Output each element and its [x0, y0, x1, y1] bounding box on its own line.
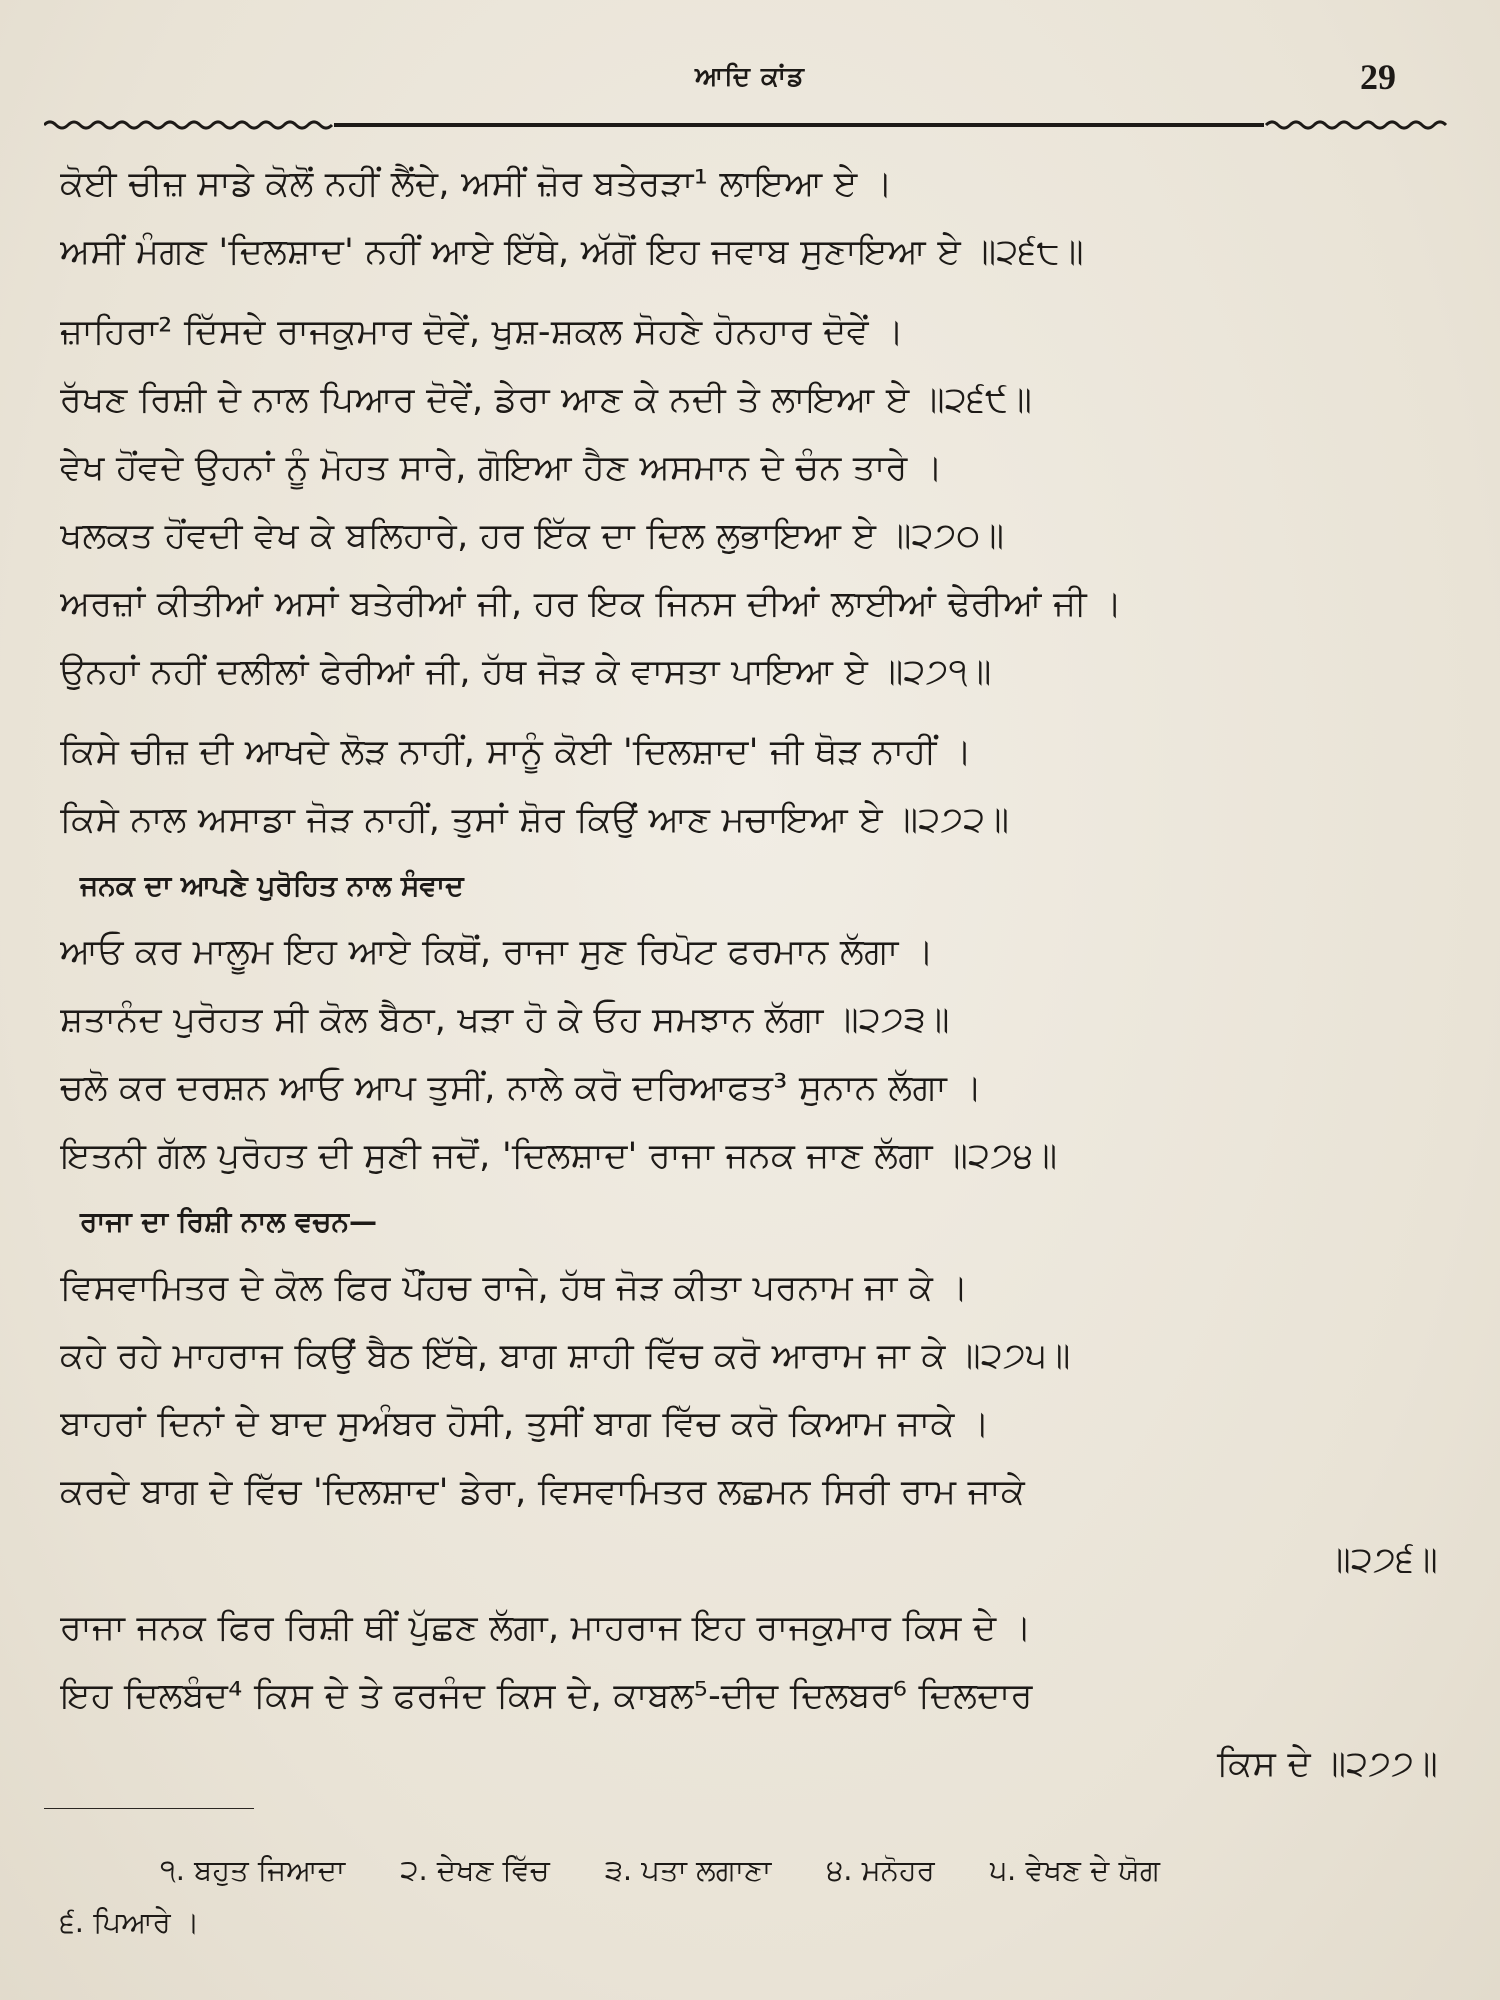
verse-line: ॥੨੭੬॥ — [1327, 1540, 1438, 1580]
footnote-rule — [44, 1808, 254, 1809]
verse-line: ਕਹੇ ਰਹੇ ਮਾਹਰਾਜ ਕਿਉਂ ਬੈਠ ਇੱਥੇ, ਬਾਗ ਸ਼ਾਹੀ ਵਿੱਚ ਕਰੋ ਆਰਾਮ ਜਾ ਕੇ ॥੨੭੫॥ — [60, 1336, 1071, 1376]
footnotes — [60, 1844, 1450, 1948]
footnote: ੬. ਪਿਆਰੇ । — [60, 1905, 200, 1939]
page-number: 29 — [1360, 57, 1396, 97]
verse-line: ਅਸੀਂ ਮੰਗਣ 'ਦਿਲਸ਼ਾਦ' ਨਹੀਂ ਆਏ ਇੱਥੇ, ਅੱਗੋਂ ਇਹ ਜਵਾਬ ਸੁਣਾਇਆ ਏ ॥੨੬੮॥ — [60, 232, 1084, 272]
verse-line: ਆਓ ਕਰ ਮਾਲੂਮ ਇਹ ਆਏ ਕਿਥੋਂ, ਰਾਜਾ ਸੁਣ ਰਿਪੋਟ ਫਰਮਾਨ ਲੱਗਾ । — [60, 932, 934, 972]
section-heading: ਜਨਕ ਦਾ ਆਪਣੇ ਪੁਰੋਹਿਤ ਨਾਲ ਸੰਵਾਦ — [80, 869, 464, 902]
footnote-row — [60, 1844, 1450, 1896]
verse-line: ਇਤਨੀ ਗੱਲ ਪੁਰੋਹਤ ਦੀ ਸੁਣੀ ਜਦੋਂ, 'ਦਿਲਸ਼ਾਦ' ਰਾਜਾ ਜਨਕ ਜਾਣ ਲੱਗਾ ॥੨੭੪॥ — [60, 1136, 1058, 1176]
verse-line: ਵੇਖ ਹੋਂਵਦੇ ਉਹਨਾਂ ਨੂੰ ਮੋਹਤ ਸਾਰੇ, ਗੋਇਆ ਹੈਣ ਅਸਮਾਨ ਦੇ ਚੰਨ ਤਾਰੇ । — [60, 448, 943, 488]
section-heading: ਰਾਜਾ ਦਾ ਰਿਸ਼ੀ ਨਾਲ ਵਚਨ— — [80, 1205, 377, 1238]
verse-line: ਕਿਸੇ ਨਾਲ ਅਸਾਡਾ ਜੋੜ ਨਾਹੀਂ, ਤੁਸਾਂ ਸ਼ੋਰ ਕਿਉਂ ਆਣ ਮਚਾਇਆ ਏ ॥੨੭੨॥ — [60, 800, 1010, 840]
footnote-row — [60, 1896, 1450, 1948]
footnote: ੧. ਬਹੁਤ ਜਿਆਦਾ — [160, 1853, 346, 1887]
verse-line: ਉਨਹਾਂ ਨਹੀਂ ਦਲੀਲਾਂ ਫੇਰੀਆਂ ਜੀ, ਹੱਥ ਜੋੜ ਕੇ ਵਾਸਤਾ ਪਾਇਆ ਏ ॥੨੭੧॥ — [60, 652, 992, 692]
verse-line: ਕਿਸੇ ਚੀਜ਼ ਦੀ ਆਖਦੇ ਲੋੜ ਨਾਹੀਂ, ਸਾਨੂੰ ਕੋਈ 'ਦਿਲਸ਼ਾਦ' ਜੀ ਥੋੜ ਨਾਹੀਂ । — [60, 732, 973, 772]
verse-line: ਰੱਖਣ ਰਿਸ਼ੀ ਦੇ ਨਾਲ ਪਿਆਰ ਦੋਵੇਂ, ਡੇਰਾ ਆਣ ਕੇ ਨਦੀ ਤੇ ਲਾਇਆ ਏ ॥੨੬੯॥ — [60, 380, 1033, 420]
verse-line: ਕੋਈ ਚੀਜ਼ ਸਾਡੇ ਕੋਲੋਂ ਨਹੀਂ ਲੈਂਦੇ, ਅਸੀਂ ਜ਼ੋਰ ਬਤੇਰੜਾ¹ ਲਾਇਆ ਏ । — [60, 164, 893, 204]
verse-line: ਖਲਕਤ ਹੋਂਵਦੀ ਵੇਖ ਕੇ ਬਲਿਹਾਰੇ, ਹਰ ਇੱਕ ਦਾ ਦਿਲ ਲੁਭਾਇਆ ਏ ॥੨੭੦॥ — [60, 516, 1005, 556]
verse-line: ਜ਼ਾਹਿਰਾ² ਦਿੱਸਦੇ ਰਾਜਕੁਮਾਰ ਦੋਵੇਂ, ਖੁਸ਼-ਸ਼ਕਲ ਸੋਹਣੇ ਹੋਨਹਾਰ ਦੋਵੇਂ । — [60, 312, 905, 352]
verse-line: ਵਿਸਵਾਮਿਤਰ ਦੇ ਕੋਲ ਫਿਰ ਪੌਂਹਚ ਰਾਜੇ, ਹੱਥ ਜੋੜ ਕੀਤਾ ਪਰਨਾਮ ਜਾ ਕੇ । — [60, 1268, 969, 1308]
footnote: ੩. ਪਤਾ ਲਗਾਣਾ — [604, 1853, 772, 1887]
verse-line: ਕਿਸ ਦੇ ॥੨੭੭॥ — [1217, 1744, 1438, 1784]
footnote: ੫. ਵੇਖਣ ਦੇ ਯੋਗ — [989, 1853, 1160, 1887]
verse-line: ਬਾਹਰਾਂ ਦਿਨਾਂ ਦੇ ਬਾਦ ਸੁਅੰਬਰ ਹੋਸੀ, ਤੁਸੀਂ ਬਾਗ ਵਿੱਚ ਕਰੋ ਕਿਆਮ ਜਾਕੇ । — [60, 1404, 990, 1444]
footnote: ੪. ਮਨੋਹਰ — [826, 1853, 935, 1887]
verse-line: ਰਾਜਾ ਜਨਕ ਫਿਰ ਰਿਸ਼ੀ ਥੀਂ ਪੁੱਛਣ ਲੱਗਾ, ਮਾਹਰਾਜ ਇਹ ਰਾਜਕੁਮਾਰ ਕਿਸ ਦੇ । — [60, 1608, 1032, 1648]
footnote: ੨. ਦੇਖਣ ਵਿੱਚ — [400, 1853, 550, 1887]
verse-line: ਕਰਦੇ ਬਾਗ ਦੇ ਵਿੱਚ 'ਦਿਲਸ਼ਾਦ' ਡੇਰਾ, ਵਿਸਵਾਮਿਤਰ ਲਛਮਨ ਸਿਰੀ ਰਾਮ ਜਾਕੇ — [60, 1472, 1026, 1512]
running-header: ਆਦਿ ਕਾਂਡ — [695, 62, 805, 92]
verse-body — [60, 150, 1450, 1798]
verse-line: ਚਲੋ ਕਰ ਦਰਸ਼ਨ ਆਓ ਆਪ ਤੁਸੀਂ, ਨਾਲੇ ਕਰੋ ਦਰਿਆਫਤ³ ਸੁਨਾਨ ਲੱਗਾ । — [60, 1068, 983, 1108]
decorative-rule — [44, 118, 1454, 132]
verse-line: ਸ਼ਤਾਨੰਦ ਪੁਰੋਹਤ ਸੀ ਕੋਲ ਬੈਠਾ, ਖੜਾ ਹੋ ਕੇ ਓਹ ਸਮਝਾਨ ਲੱਗਾ ॥੨੭੩॥ — [60, 1000, 950, 1040]
verse-line: ਅਰਜ਼ਾਂ ਕੀਤੀਆਂ ਅਸਾਂ ਬਤੇਰੀਆਂ ਜੀ, ਹਰ ਇਕ ਜਿਨਸ ਦੀਆਂ ਲਾਈਆਂ ਢੇਰੀਆਂ ਜੀ । — [60, 584, 1123, 624]
verse-line: ਇਹ ਦਿਲਬੰਦ⁴ ਕਿਸ ਦੇ ਤੇ ਫਰਜੰਦ ਕਿਸ ਦੇ, ਕਾਬਲ⁵-ਦੀਦ ਦਿਲਬਰ⁶ ਦਿਲਦਾਰ — [60, 1676, 1033, 1716]
